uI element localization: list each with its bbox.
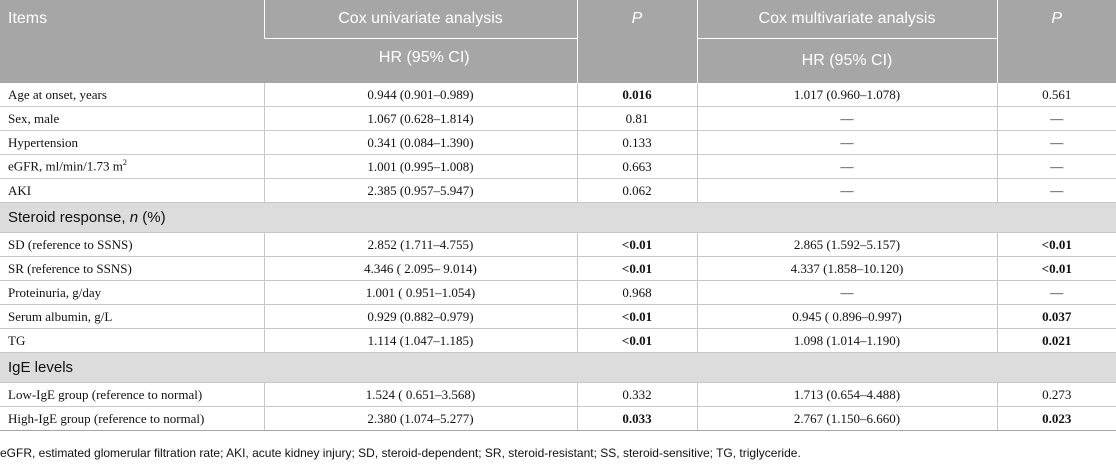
table-footnote: eGFR, estimated glomerular filtration rate; AKI, acute kidney injury; SD, steroid-dependent; SR, steroid-resistant; SS, steroid-sensitive; TG, triglyceride.	[0, 446, 801, 460]
header-p-multivariate: P	[997, 0, 1116, 83]
table-row	[0, 257, 1116, 281]
table-row	[0, 155, 1116, 179]
item-cell: Hypertension	[0, 131, 264, 155]
uni-hr-cell: 1.524 ( 0.651–3.568)	[264, 383, 577, 407]
section-label: IgE levels	[0, 353, 1116, 383]
multi-p-cell: 0.023	[997, 407, 1116, 431]
uni-p-cell: <0.01	[577, 233, 697, 257]
uni-hr-cell: 0.929 (0.882–0.979)	[264, 305, 577, 329]
section-label-italic: n	[129, 209, 139, 226]
item-cell: SR (reference to SSNS)	[0, 257, 264, 281]
header-p-univariate: P	[577, 0, 697, 83]
uni-hr-cell: 2.385 (0.957–5.947)	[264, 179, 577, 203]
item-cell: Sex, male	[0, 107, 264, 131]
header-items: Items	[0, 0, 264, 83]
uni-p-cell: 0.968	[577, 281, 697, 305]
table-row	[0, 131, 1116, 155]
item-label: eGFR, ml/min/1.73 m	[8, 158, 123, 174]
multi-hr-cell: 4.337 (1.858–10.120)	[697, 257, 997, 281]
multi-p-cell: —	[997, 107, 1116, 131]
header-multivariate: Cox multivariate analysis	[697, 0, 997, 39]
multi-p-cell: —	[997, 179, 1116, 203]
item-cell: TG	[0, 329, 264, 353]
uni-p-cell: <0.01	[577, 305, 697, 329]
multi-hr-cell: 1.017 (0.960–1.078)	[697, 83, 997, 107]
multi-hr-cell: 1.098 (1.014–1.190)	[697, 329, 997, 353]
item-cell: Low-IgE group (reference to normal)	[0, 383, 264, 407]
table-row	[0, 383, 1116, 407]
item-cell: AKI	[0, 179, 264, 203]
table-row	[0, 305, 1116, 329]
uni-hr-cell: 0.944 (0.901–0.989)	[264, 83, 577, 107]
header-univariate: Cox univariate analysis	[264, 0, 577, 39]
multi-hr-cell: 0.945 ( 0.896–0.997)	[697, 305, 997, 329]
section-row-steroid-response	[0, 203, 1116, 233]
section-label-text: Steroid response,	[8, 209, 130, 226]
uni-p-cell: <0.01	[577, 329, 697, 353]
multi-p-cell: 0.273	[997, 383, 1116, 407]
item-cell: SD (reference to SSNS)	[0, 233, 264, 257]
uni-p-cell: 0.016	[577, 83, 697, 107]
multi-hr-cell: —	[697, 179, 997, 203]
uni-p-cell: <0.01	[577, 257, 697, 281]
uni-hr-cell: 1.001 ( 0.951–1.054)	[264, 281, 577, 305]
header-hr-univariate: HR (95% CI)	[264, 39, 577, 84]
section-label	[0, 203, 1116, 233]
multi-p-cell: 0.021	[997, 329, 1116, 353]
table-row	[0, 407, 1116, 431]
item-cell: Age at onset, years	[0, 83, 264, 107]
multi-p-cell: 0.037	[997, 305, 1116, 329]
item-cell: High-IgE group (reference to normal)	[0, 407, 264, 431]
uni-p-cell: 0.663	[577, 155, 697, 179]
item-cell: Serum albumin, g/L	[0, 305, 264, 329]
uni-p-cell: 0.332	[577, 383, 697, 407]
multi-p-cell: —	[997, 155, 1116, 179]
uni-p-cell: 0.033	[577, 407, 697, 431]
item-cell	[0, 155, 264, 179]
multi-hr-cell: —	[697, 107, 997, 131]
section-label-suffix: (%)	[138, 209, 166, 226]
uni-p-cell: 0.062	[577, 179, 697, 203]
table-header	[0, 0, 1116, 83]
table-row	[0, 83, 1116, 107]
table-row	[0, 107, 1116, 131]
section-row-ige-levels	[0, 353, 1116, 383]
multi-hr-cell: 2.767 (1.150–6.660)	[697, 407, 997, 431]
uni-p-cell: 0.81	[577, 107, 697, 131]
multi-p-cell: —	[997, 281, 1116, 305]
multi-hr-cell: 1.713 (0.654–4.488)	[697, 383, 997, 407]
table-row	[0, 233, 1116, 257]
multi-hr-cell: —	[697, 131, 997, 155]
uni-hr-cell: 0.341 (0.084–1.390)	[264, 131, 577, 155]
uni-hr-cell: 1.001 (0.995–1.008)	[264, 155, 577, 179]
multi-hr-cell: —	[697, 155, 997, 179]
uni-hr-cell: 4.346 ( 2.095– 9.014)	[264, 257, 577, 281]
table-row	[0, 179, 1116, 203]
multi-p-cell: —	[997, 131, 1116, 155]
header-hr-multivariate: HR (95% CI)	[697, 39, 997, 84]
table-row	[0, 329, 1116, 353]
item-cell: Proteinuria, g/day	[0, 281, 264, 305]
uni-hr-cell: 1.067 (0.628–1.814)	[264, 107, 577, 131]
uni-p-cell: 0.133	[577, 131, 697, 155]
multi-p-cell: <0.01	[997, 257, 1116, 281]
uni-hr-cell: 2.380 (1.074–5.277)	[264, 407, 577, 431]
multi-hr-cell: 2.865 (1.592–5.157)	[697, 233, 997, 257]
uni-hr-cell: 1.114 (1.047–1.185)	[264, 329, 577, 353]
uni-hr-cell: 2.852 (1.711–4.755)	[264, 233, 577, 257]
superscript: 2	[122, 158, 127, 168]
multi-hr-cell: —	[697, 281, 997, 305]
multi-p-cell: 0.561	[997, 83, 1116, 107]
multi-p-cell: <0.01	[997, 233, 1116, 257]
table-row	[0, 281, 1116, 305]
